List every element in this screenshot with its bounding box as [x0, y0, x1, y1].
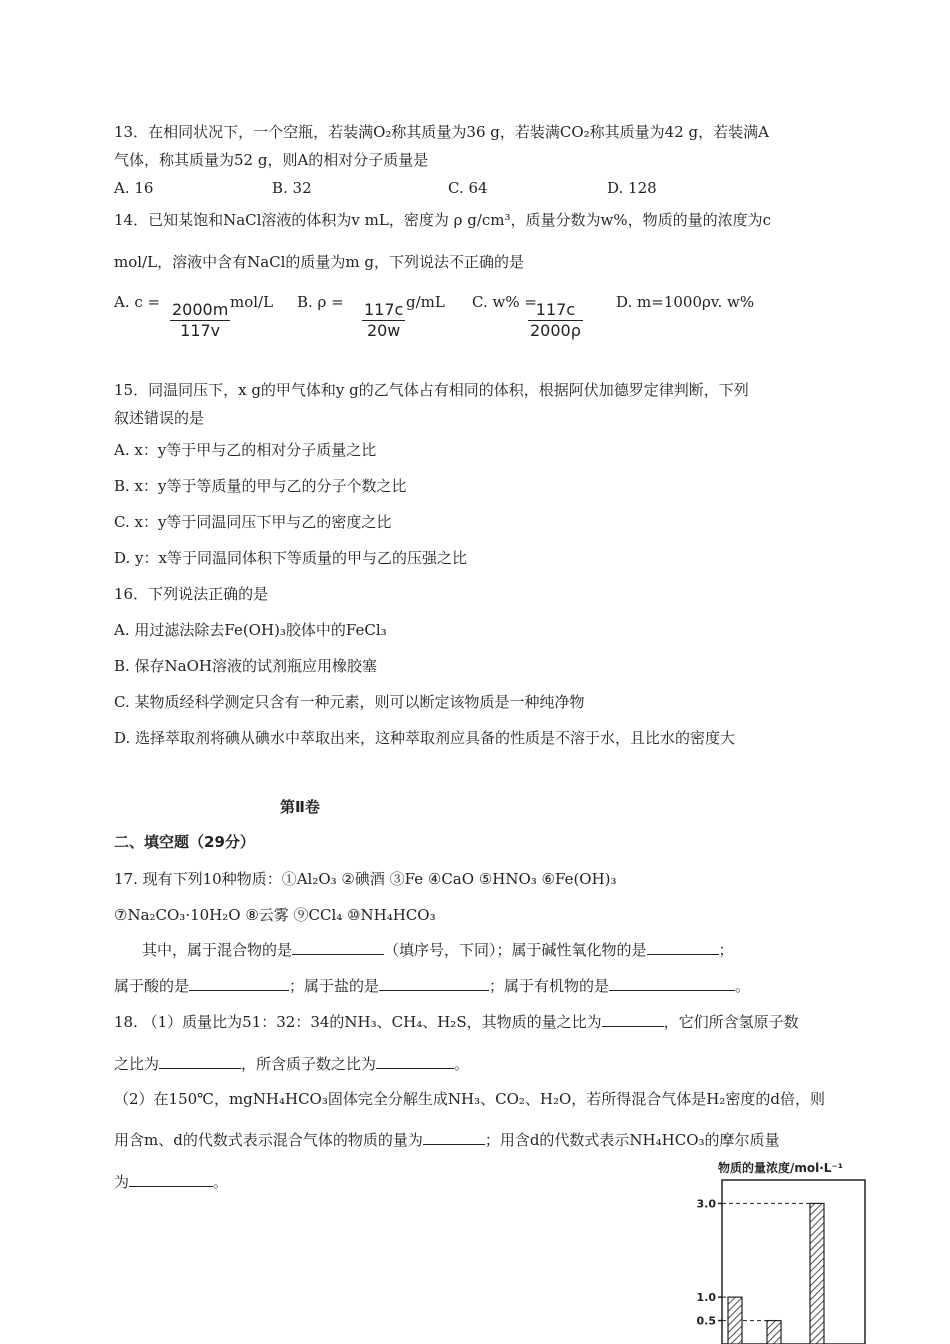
q13-option-b: B. 32	[272, 179, 312, 197]
q13-line1: 13．在相同状况下，一个空瓶，若装满O₂称其质量为36 g，若装满CO₂称其质量为42 g，若装满A	[114, 123, 769, 141]
q14-opt-b-label: B. ρ =	[297, 293, 344, 311]
section-title: 第Ⅱ卷	[280, 798, 320, 816]
q17-line4-text-d: 。	[735, 977, 751, 995]
blank-gas-moles[interactable]	[423, 1130, 485, 1145]
q15-option-b: B. x：y等于等质量的甲与乙的分子个数之比	[114, 477, 407, 495]
blank-proton-ratio[interactable]	[376, 1054, 454, 1069]
y-tick-label: 3.0	[696, 1197, 716, 1211]
blank-hydrogen-ratio[interactable]	[159, 1054, 241, 1069]
q17-line2: ⑦Na₂CO₃·10H₂O ⑧云雾 ⑨CCl₄ ⑩NH₄HCO₃	[114, 906, 436, 924]
q14-line1: 14．已知某饱和NaCl溶液的体积为v mL，密度为 ρ g/cm³，质量分数为w%，物质的量的浓度为c	[114, 211, 772, 229]
q17-line3-text-b: （填序号，下同）；属于碱性氧化物的是	[384, 941, 647, 959]
q14-opt-c-denominator: 2000ρ	[530, 321, 581, 340]
q14-opt-b-fraction	[362, 300, 405, 341]
blank-mole-ratio[interactable]	[602, 1012, 664, 1027]
q14-opt-c-numerator: 117c	[528, 300, 583, 321]
q17-line4	[114, 976, 750, 996]
q13-option-a: A. 16	[114, 179, 154, 197]
q15-option-a: A. x：y等于甲与乙的相对分子质量之比	[114, 441, 377, 459]
section-heading: 二、填空题（29分）	[114, 833, 255, 851]
q14-opt-a-numerator: 2000m	[172, 300, 229, 319]
q13-line2: 气体，称其质量为52 g，则A的相对分子质量是	[114, 151, 429, 169]
blank-molar-mass[interactable]	[129, 1172, 213, 1187]
q14-opt-c-label: C. w% =	[472, 293, 537, 311]
plot-frame	[722, 1180, 865, 1344]
q18-line4	[114, 1130, 780, 1150]
q15-option-c: C. x：y等于同温同压下甲与乙的密度之比	[114, 513, 392, 531]
q16-option-b: B. 保存NaOH溶液的试剂瓶应用橡胶塞	[114, 657, 378, 675]
q14-line2: mol/L，溶液中含有NaCl的质量为m g，下列说法不正确的是	[114, 253, 525, 271]
q14-opt-d: D. m=1000ρv. w%	[616, 293, 755, 311]
q16-option-d: D. 选择萃取剂将碘从碘水中萃取出来，这种萃取剂应具备的性质是不溶于水，且比水的密度大	[114, 729, 736, 747]
q15-line1: 15．同温同压下，x g的甲气体和y g的乙气体占有相同的体积，根据阿伏加德罗定律判断，下列	[114, 381, 749, 399]
q18-line4-text-a: 用含m、d的代数式表示混合气体的物质的量为	[114, 1131, 423, 1149]
q13-option-c: C. 64	[448, 179, 488, 197]
q14-opt-a-label: A. c =	[114, 293, 161, 311]
q18-line4-text-b: ；用含d的代数式表示NH₄HCO₃的摩尔质量	[484, 1131, 780, 1149]
q13-option-d: D. 128	[607, 179, 657, 197]
q18-line1	[114, 1012, 799, 1032]
q18-line1-text-a: 18. （1）质量比为51：32：34的NH₃、CH₄、H₂S，其物质的量之比为	[114, 1013, 602, 1031]
blank-organics[interactable]	[609, 976, 735, 991]
blank-basic-oxides[interactable]	[647, 940, 719, 955]
q17-line3-text-c: ；	[718, 941, 734, 959]
q15-option-d: D. y：x等于同温同体积下等质量的甲与乙的压强之比	[114, 549, 467, 567]
q14-opt-b-unit: g/mL	[406, 293, 445, 311]
q17-line4-text-c: ；属于有机物的是	[489, 977, 610, 995]
blank-salts[interactable]	[379, 976, 489, 991]
bar-2	[767, 1321, 781, 1344]
q14-opt-c-fraction	[528, 300, 583, 341]
q18-line1-text-b: ，它们所含氢原子数	[663, 1013, 799, 1031]
q16-option-c: C. 某物质经科学测定只含有一种元素，则可以断定该物质是一种纯净物	[114, 693, 585, 711]
q18-line2-text-b: ，所含质子数之比为	[241, 1055, 377, 1073]
q16-stem: 16．下列说法正确的是	[114, 585, 269, 603]
q14-opt-b-numerator: 117c	[364, 300, 404, 319]
q17-line1: 17. 现有下列10种物质：①Al₂O₃ ②碘酒 ③Fe ④CaO ⑤HNO₃ ⑥Fe(OH)₃	[114, 870, 617, 888]
q17-line3-text-a: 其中，属于混合物的是	[142, 941, 293, 959]
q18-line2-text-a: 之比为	[114, 1055, 160, 1073]
q15-line2: 叙述错误的是	[114, 409, 205, 427]
chart-title: 物质的量浓度/mol·L⁻¹	[718, 1161, 844, 1175]
q18-line3: （2）在150℃，mgNH₄HCO₃固体完全分解生成NH₃、CO₂、H₂O，若所得混合气体是H₂密度的d倍，则	[114, 1090, 825, 1108]
q17-line4-text-a: 属于酸的是	[114, 977, 190, 995]
q14-opt-b-denominator: 20w	[366, 321, 401, 340]
q17-line4-text-b: ；属于盐的是	[289, 977, 380, 995]
blank-acids[interactable]	[189, 976, 289, 991]
ion-concentration-chart	[690, 1158, 870, 1344]
y-tick-label: 1.0	[696, 1291, 716, 1305]
q18-line5	[114, 1172, 228, 1192]
q14-opt-a-unit: mol/L	[230, 293, 274, 311]
bar-3	[810, 1203, 824, 1344]
q14-opt-a-fraction	[170, 300, 230, 341]
q16-option-a: A. 用过滤法除去Fe(OH)₃胶体中的FeCl₃	[114, 621, 387, 639]
q17-line3	[142, 940, 734, 960]
y-tick-label: 0.5	[696, 1314, 716, 1328]
q18-line2-text-c: 。	[454, 1055, 470, 1073]
q18-line5-text-a: 为	[114, 1173, 130, 1191]
blank-mixtures[interactable]	[292, 940, 384, 955]
bar-1	[728, 1297, 742, 1344]
q14-opt-a-denominator: 117v	[180, 321, 221, 340]
q18-line5-text-b: 。	[213, 1173, 229, 1191]
q18-line2	[114, 1054, 469, 1074]
